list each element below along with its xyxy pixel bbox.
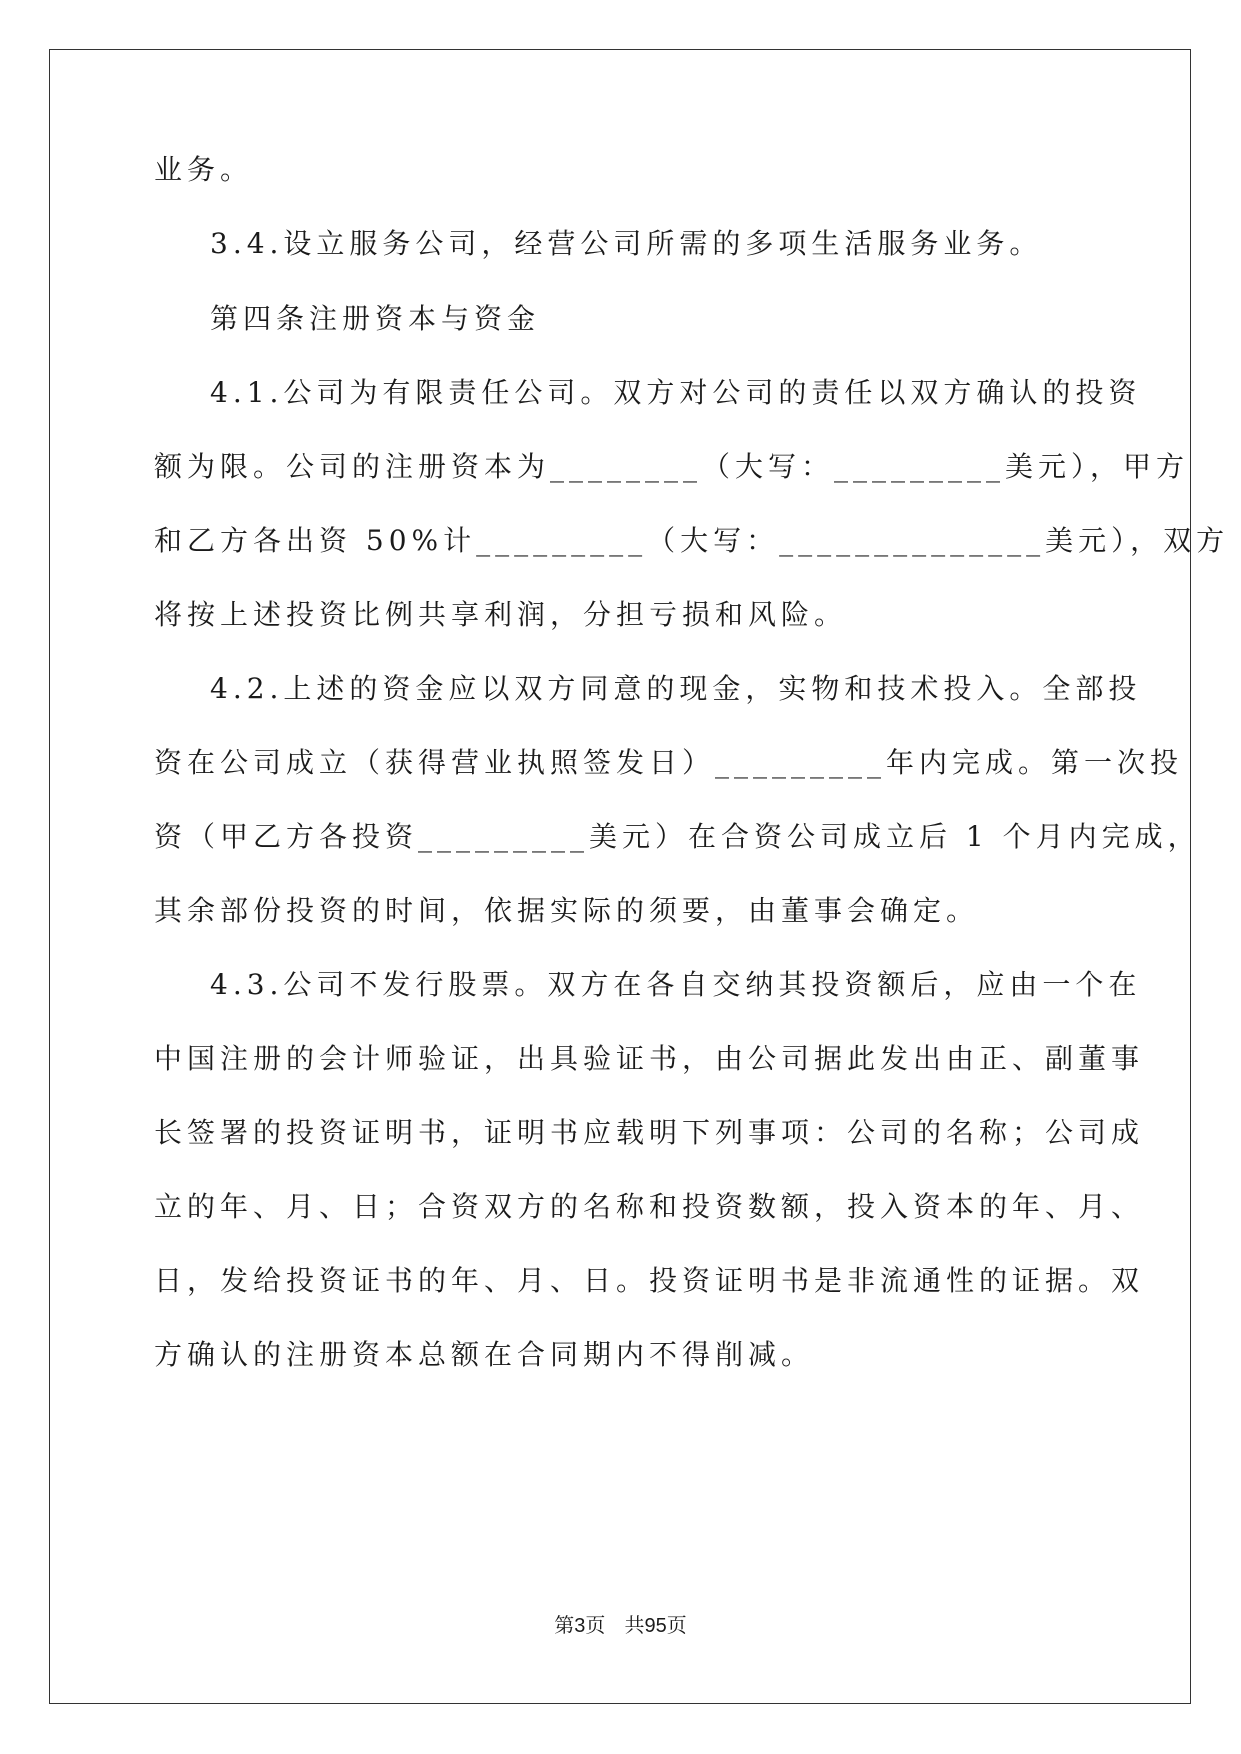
total-prefix: 共 — [624, 1613, 645, 1637]
page-footer — [0, 1611, 1241, 1640]
text-line: 资（甲乙方各投资_________美元）在合资公司成立后 1 个月内完成， — [154, 820, 1201, 853]
section-heading: 第四条注册资本与资金 — [210, 302, 541, 335]
text-line: 中国注册的会计师验证，出具验证书，由公司据此发出由正、副董事 — [154, 1042, 1145, 1075]
text-line: 和乙方各出资 50%计_________（大写：______________美元），双方 — [154, 524, 1230, 557]
text-line: 长签署的投资证明书，证明书应载明下列事项：公司的名称；公司成 — [154, 1116, 1145, 1149]
text-line: 方确认的注册资本总额在合同期内不得削减。 — [154, 1338, 815, 1371]
text-line: 资在公司成立（获得营业执照签发日）_________年内完成。第一次投 — [154, 746, 1184, 779]
text-line: 额为限。公司的注册资本为________（大写：_________美元），甲方 — [154, 450, 1190, 483]
text-line: 4.1.公司为有限责任公司。双方对公司的责任以双方确认的投资 — [210, 376, 1142, 409]
text-line: 业务。 — [154, 153, 254, 186]
page-prefix: 第 — [554, 1613, 575, 1637]
page-total: 95 — [644, 1615, 667, 1637]
text-line: 4.3.公司不发行股票。双方在各自交纳其投资额后，应由一个在 — [210, 968, 1142, 1001]
total-suffix: 页 — [666, 1613, 687, 1637]
page-suffix: 页 — [585, 1613, 606, 1637]
text-line: 将按上述投资比例共享利润，分担亏损和风险。 — [154, 598, 848, 631]
text-line: 立的年、月、日；合资双方的名称和投资数额，投入资本的年、月、 — [154, 1190, 1145, 1223]
text-line: 其余部份投资的时间，依据实际的须要，由董事会确定。 — [154, 894, 980, 927]
text-line: 日，发给投资证书的年、月、日。投资证明书是非流通性的证据。双 — [154, 1264, 1145, 1297]
page-border — [49, 49, 1191, 1704]
text-line: 4.2.上述的资金应以双方同意的现金，实物和技术投入。全部投 — [210, 672, 1142, 705]
page-number: 3 — [574, 1615, 586, 1637]
text-line: 3.4.设立服务公司，经营公司所需的多项生活服务业务。 — [210, 227, 1043, 260]
